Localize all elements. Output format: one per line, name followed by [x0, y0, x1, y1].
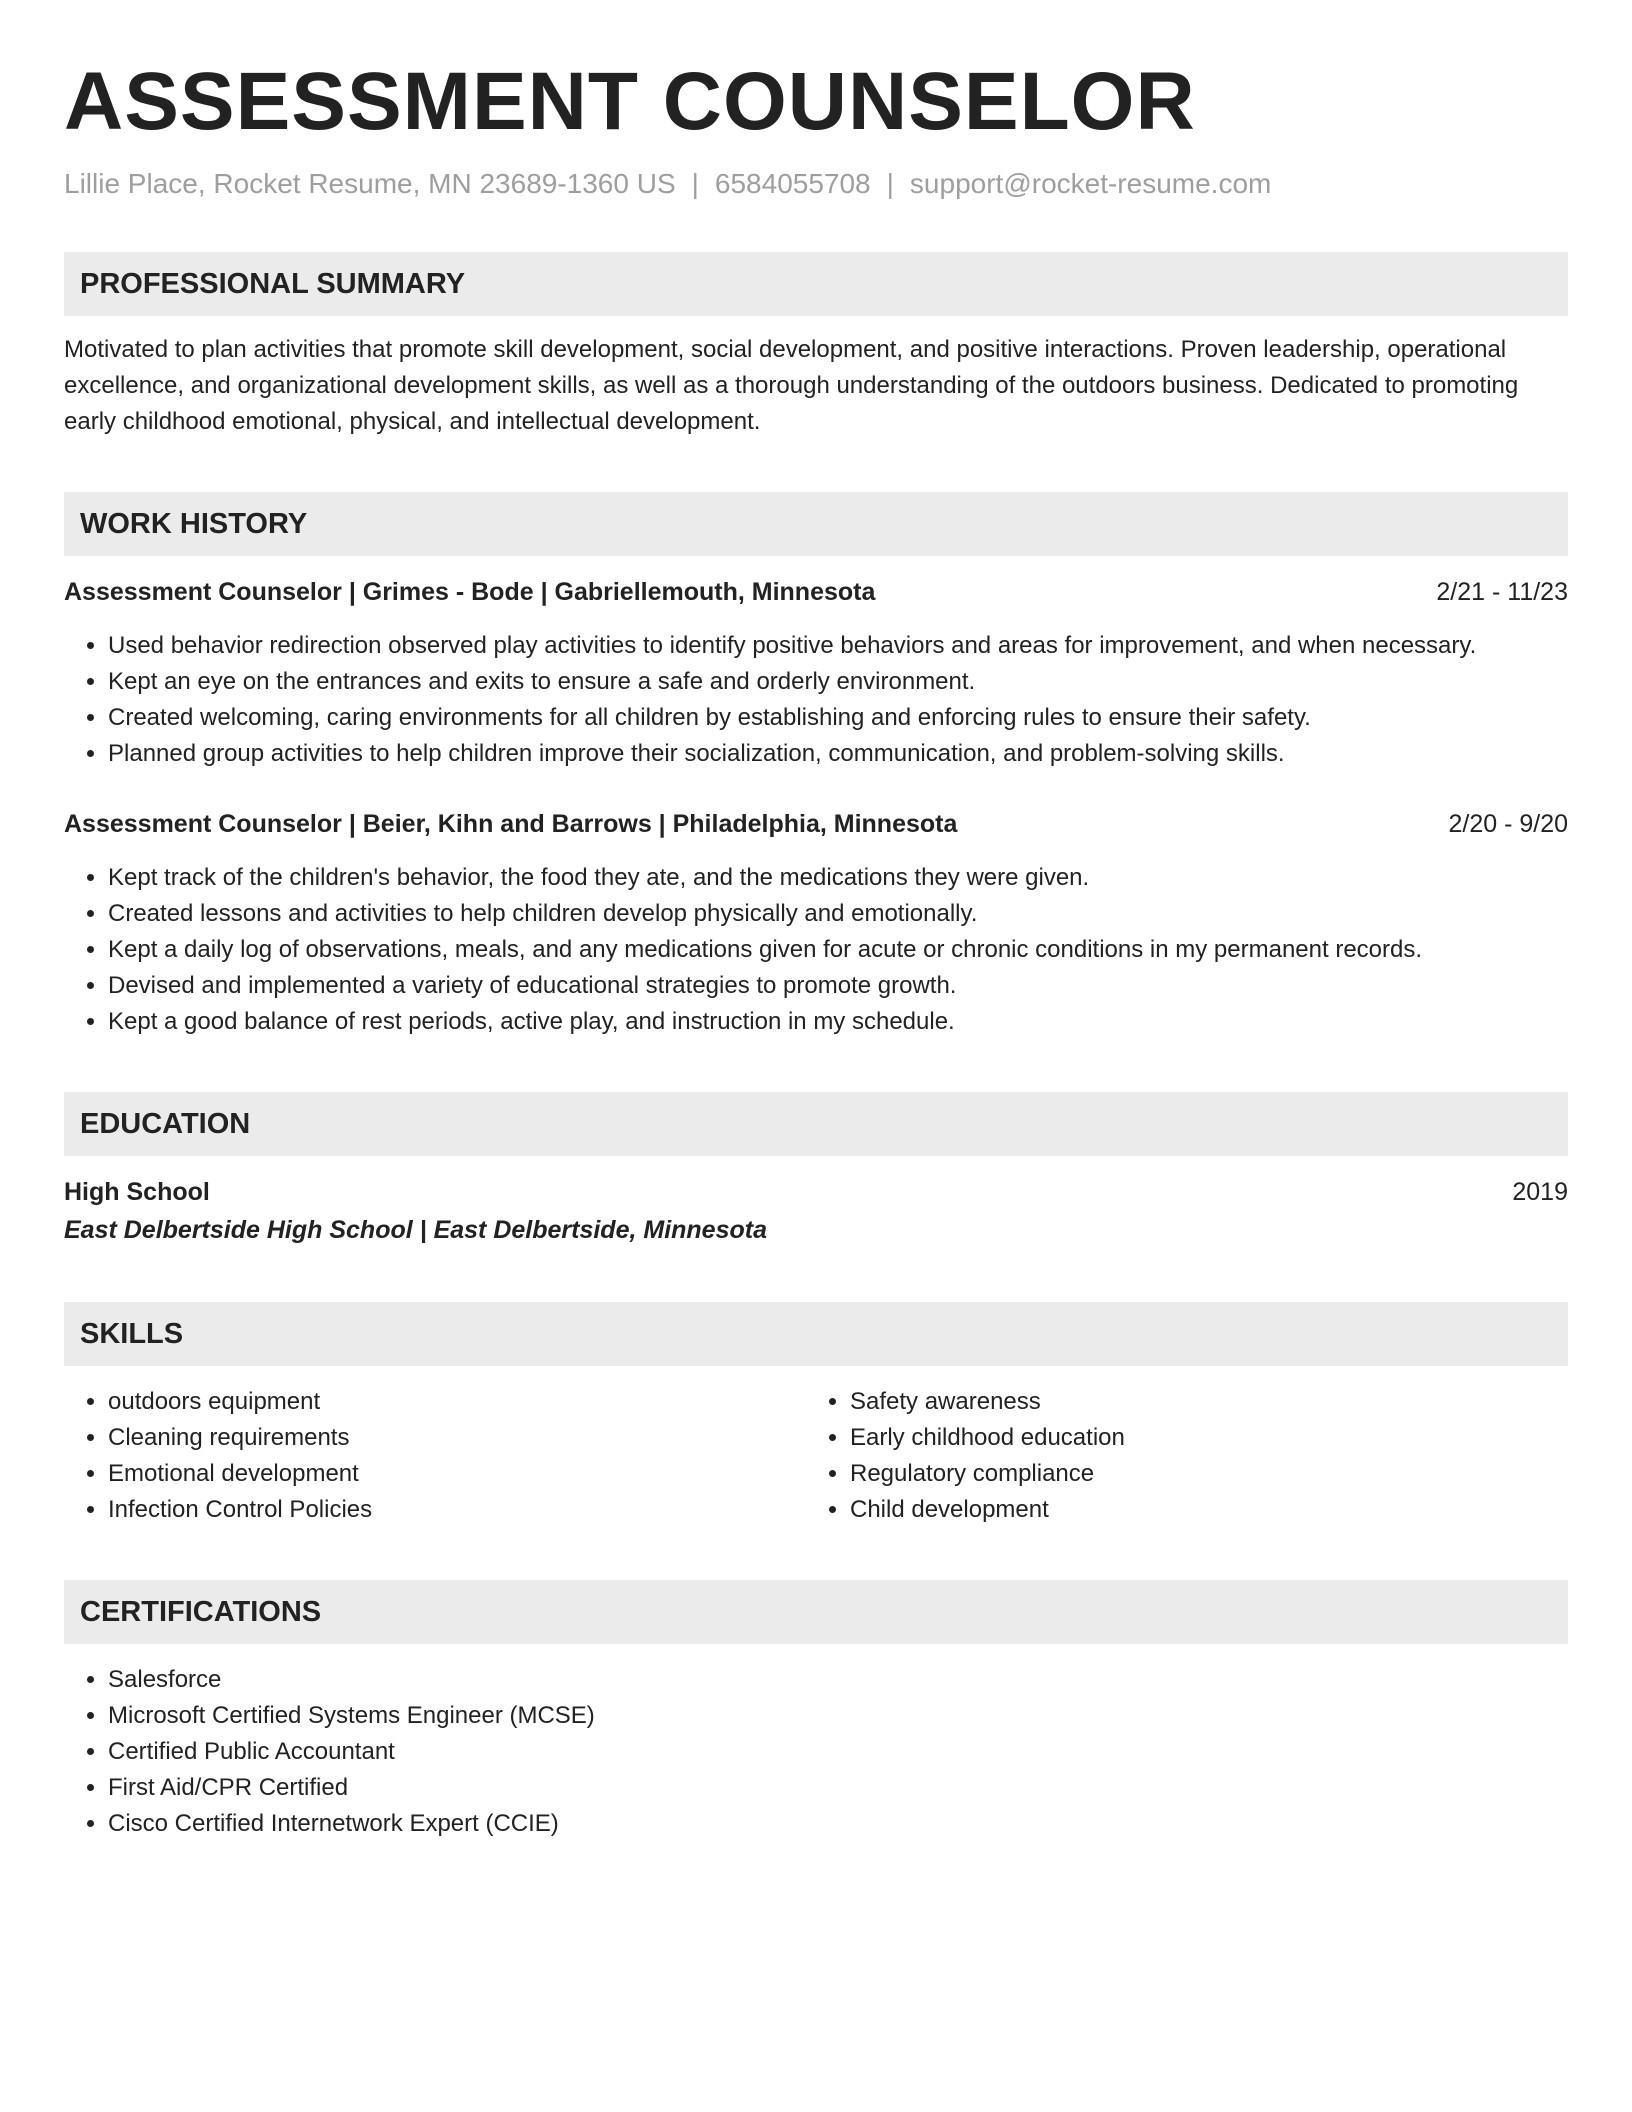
job-title: Assessment Counselor | Grimes - Bode | Gabriellemouth, Minnesota	[64, 578, 876, 606]
summary-text: Motivated to plan activities that promote skill development, social development, and positive interactions. Proven leadership, operational excellence, and organizational development skills, as well as a thorough understanding of the outdoors business. Dedicated to promoting early childhood emotional, physical, and intellectual development.	[64, 336, 1519, 435]
certification-item: • Salesforce	[108, 1662, 1568, 1698]
candidate-name: ASSESSMENT COUNSELOR	[64, 56, 1196, 147]
skill-item: • Safety awareness	[850, 1384, 1548, 1420]
job-bullet: • Planned group activities to help children improve their socialization, communication, and problem-solving skills.	[108, 736, 1568, 772]
education-entry	[64, 1174, 1568, 1250]
skill-item: • Cleaning requirements	[108, 1420, 806, 1456]
contact-email[interactable]: support@rocket-resume.com	[909, 168, 1272, 199]
contact-separator: |	[691, 168, 699, 199]
job-header	[64, 574, 1568, 610]
skill-item: • Early childhood education	[850, 1420, 1548, 1456]
certifications-list	[64, 1662, 1568, 1842]
job-title: Assessment Counselor | Beier, Kihn and Barrows | Philadelphia, Minnesota	[64, 810, 958, 838]
education-degree: High School	[64, 1178, 210, 1206]
section-heading-certifications: CERTIFICATIONS	[64, 1580, 1568, 1644]
job-header	[64, 806, 1568, 842]
job-dates: 2/21 - 11/23	[1436, 578, 1568, 606]
education-year: 2019	[1512, 1178, 1568, 1206]
job-bullet: • Kept an eye on the entrances and exits to ensure a safe and orderly environment.	[108, 664, 1568, 700]
skills-column-left	[64, 1384, 806, 1528]
education-header	[64, 1174, 1568, 1210]
job-bullet: • Kept track of the children's behavior, the food they ate, and the medications they were given.	[108, 860, 1568, 896]
skill-item: • Child development	[850, 1492, 1548, 1528]
skills-list	[64, 1384, 806, 1528]
skill-item: • outdoors equipment	[108, 1384, 806, 1420]
contact-line	[64, 164, 1568, 204]
skills-grid	[64, 1384, 1568, 1528]
skills-column-right	[806, 1384, 1548, 1528]
skill-item: • Infection Control Policies	[108, 1492, 806, 1528]
job-bullet: • Created lessons and activities to help children develop physically and emotionally.	[108, 896, 1568, 932]
certification-item: • Microsoft Certified Systems Engineer (MCSE)	[108, 1698, 1568, 1734]
contact-separator: |	[886, 168, 894, 199]
job-bullet: • Devised and implemented a variety of educational strategies to promote growth.	[108, 968, 1568, 1004]
skill-item: • Emotional development	[108, 1456, 806, 1492]
job-entry	[64, 806, 1568, 1040]
skills-list	[806, 1384, 1548, 1528]
job-bullet: • Kept a daily log of observations, meals, and any medications given for acute or chronic conditions in my permanent records.	[108, 932, 1568, 968]
job-bullet-list	[64, 628, 1568, 772]
section-heading-summary: PROFESSIONAL SUMMARY	[64, 252, 1568, 316]
resume-page	[64, 52, 1568, 1842]
job-dates: 2/20 - 9/20	[1448, 810, 1568, 838]
education-school: East Delbertside High School | East Delbertside, Minnesota	[64, 1216, 767, 1244]
section-heading-skills: SKILLS	[64, 1302, 1568, 1366]
certification-item: • Cisco Certified Internetwork Expert (CCIE)	[108, 1806, 1568, 1842]
certification-item: • First Aid/CPR Certified	[108, 1770, 1568, 1806]
certification-item: • Certified Public Accountant	[108, 1734, 1568, 1770]
skill-item: • Regulatory compliance	[850, 1456, 1548, 1492]
job-bullet: • Used behavior redirection observed play activities to identify positive behaviors and areas for improvement, and when necessary.	[108, 628, 1568, 664]
job-bullet: • Kept a good balance of rest periods, active play, and instruction in my schedule.	[108, 1004, 1568, 1040]
section-heading-education: EDUCATION	[64, 1092, 1568, 1156]
certifications-block	[64, 1662, 1568, 1842]
job-bullet: • Created welcoming, caring environments for all children by establishing and enforcing rules to ensure their safety.	[108, 700, 1568, 736]
section-heading-work-history: WORK HISTORY	[64, 492, 1568, 556]
contact-address: Lillie Place, Rocket Resume, MN 23689-1360 US	[64, 168, 676, 199]
job-entry	[64, 574, 1568, 772]
contact-phone: 6584055708	[714, 168, 871, 199]
job-bullet-list	[64, 860, 1568, 1040]
